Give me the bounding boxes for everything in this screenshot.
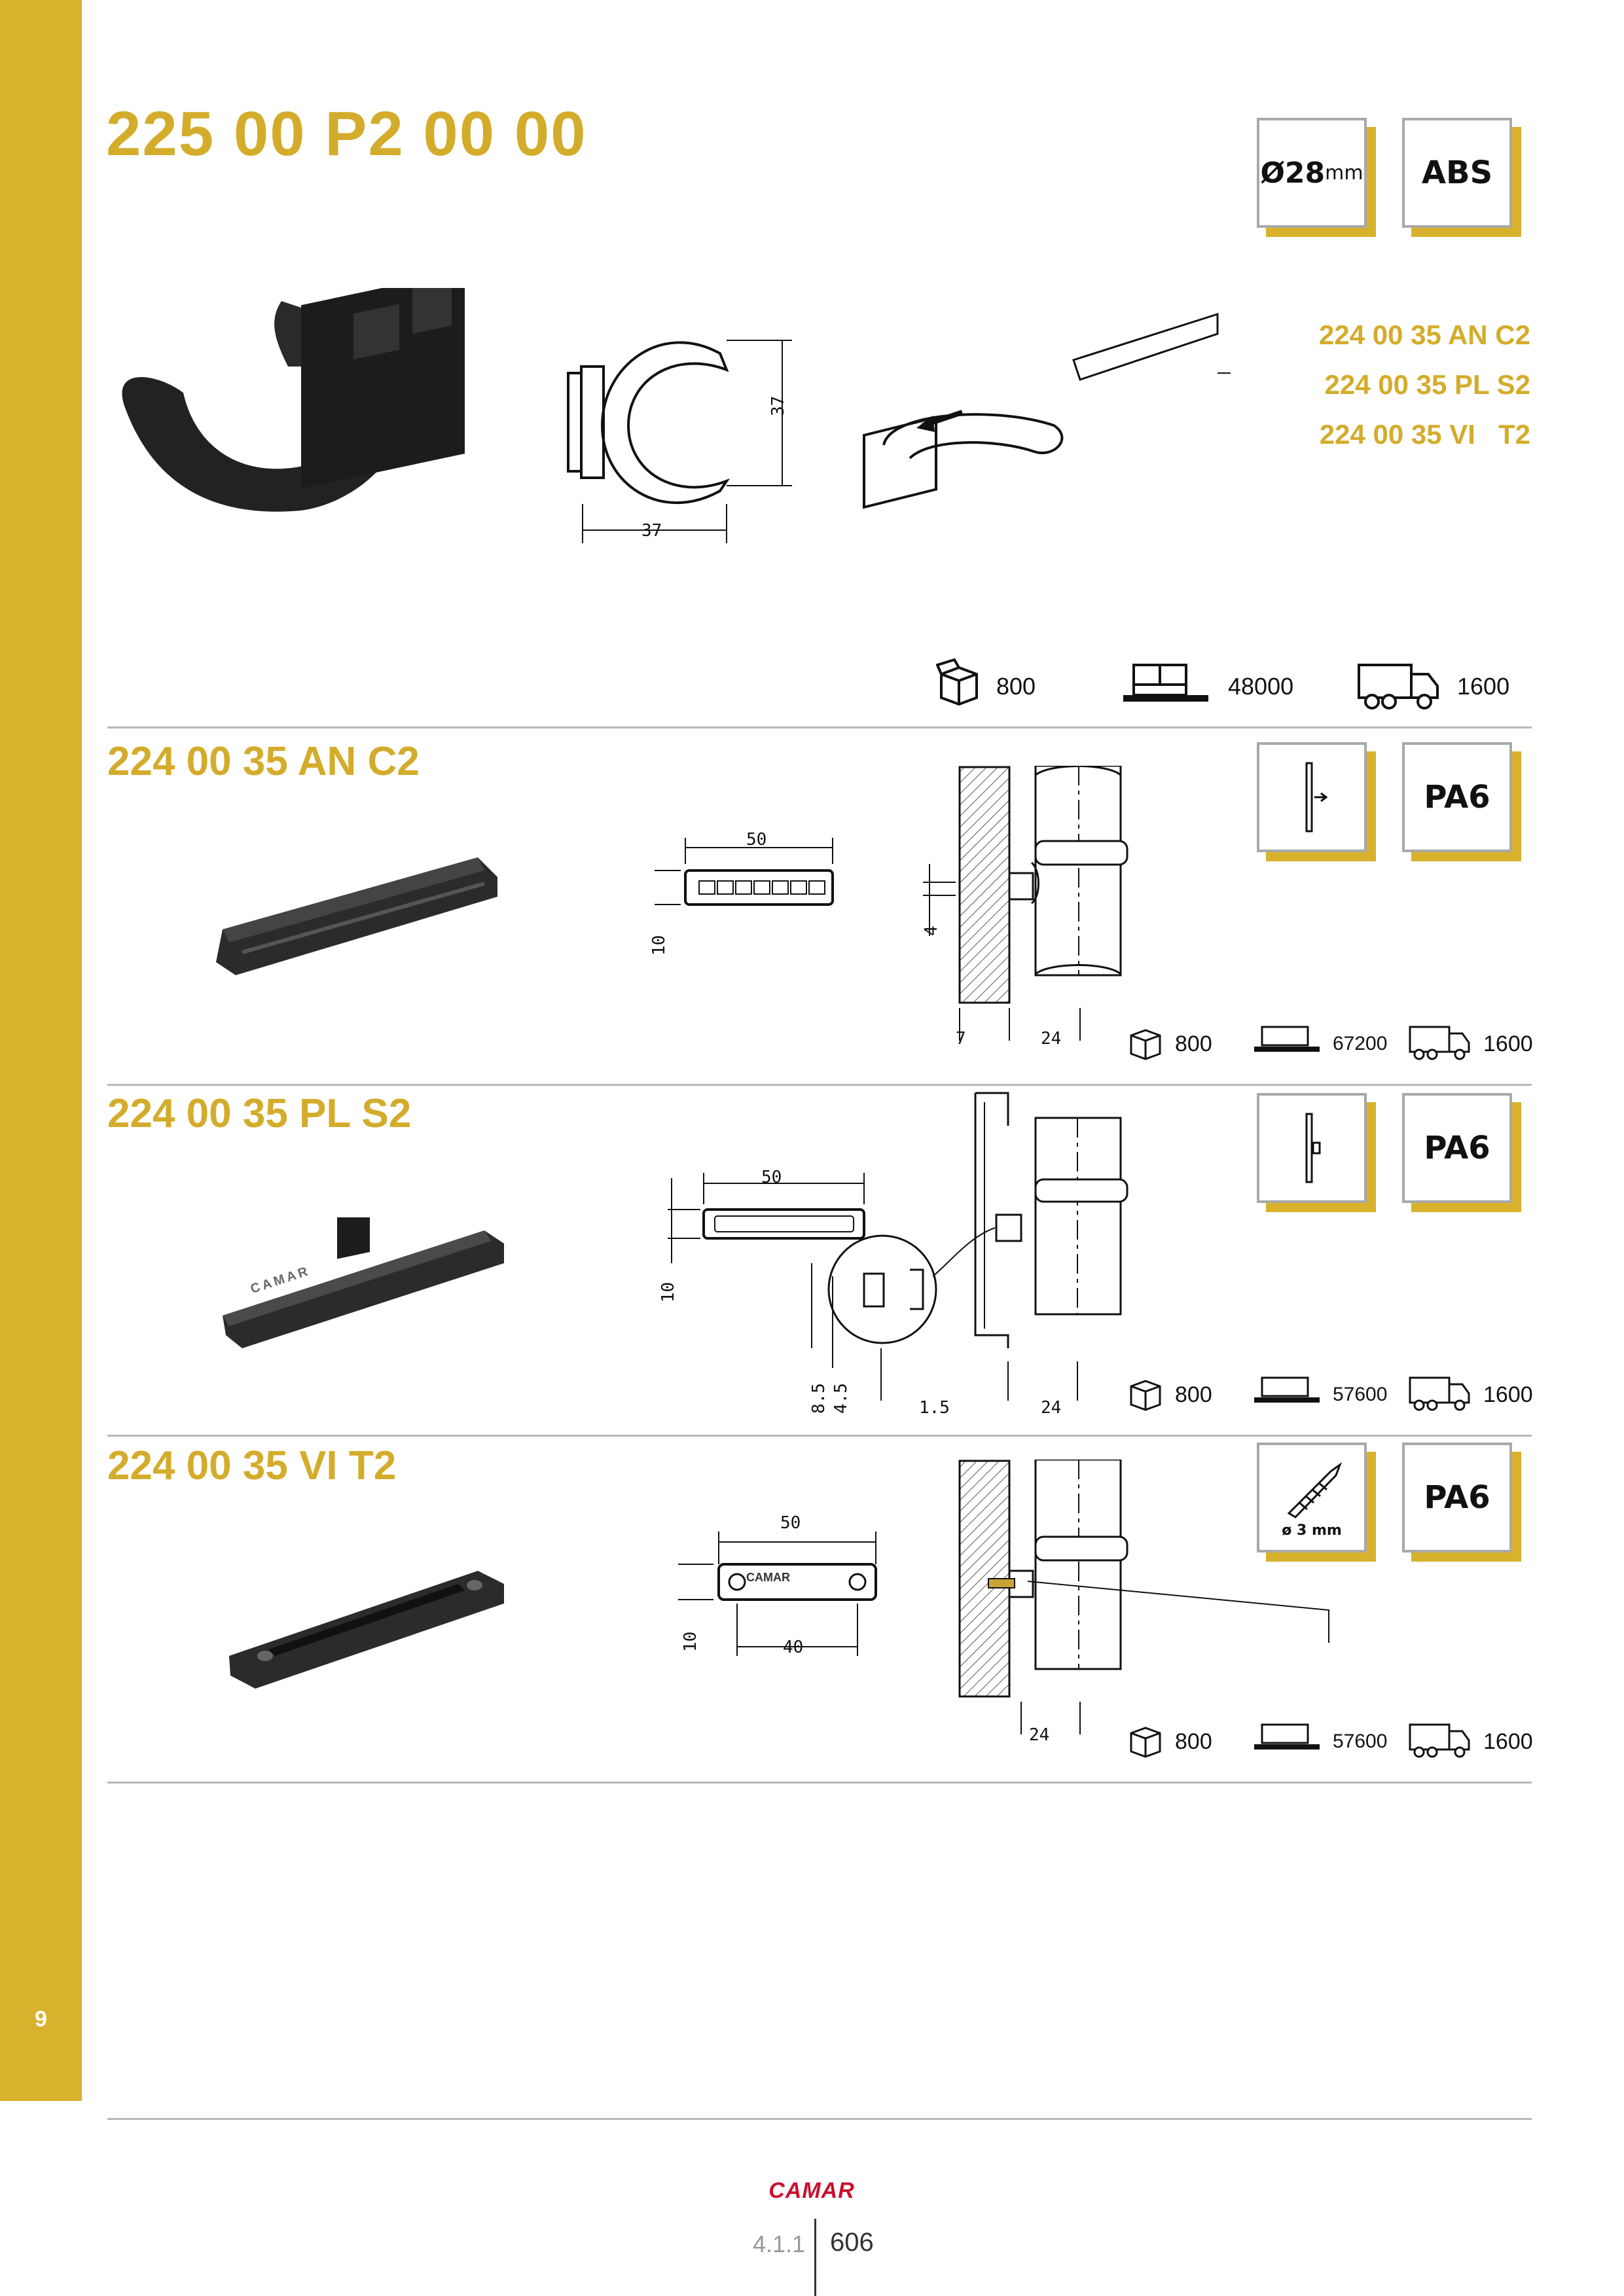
footer-separator <box>814 2219 816 2296</box>
pl-s2-dim-d2: 4.5 <box>831 1383 851 1414</box>
panel-mount-badge <box>1257 1093 1367 1203</box>
pallet-icon <box>1252 1375 1324 1408</box>
clip-photo <box>105 288 511 550</box>
pl-s2-box-qty: 800 <box>1175 1382 1212 1407</box>
pl-s2-mount-drawing <box>785 1086 1165 1401</box>
material-badge <box>1402 118 1512 228</box>
vi-t2-dim-height: 10 <box>681 1631 700 1652</box>
vi-t2-box-qty: 800 <box>1175 1729 1212 1754</box>
an-c2-dim-height: 10 <box>649 935 669 956</box>
diameter-badge <box>1257 118 1367 228</box>
truck-icon <box>1407 1375 1473 1413</box>
vi-t2-pallet-qty: 57600 <box>1333 1731 1388 1752</box>
an-c2-photo <box>196 831 504 1001</box>
truck-icon <box>1407 1024 1473 1062</box>
box-icon <box>1127 1021 1166 1060</box>
vi-t2-dim-length: 50 <box>780 1513 801 1533</box>
panel-mount-icon <box>1286 1109 1338 1187</box>
material-value-vi-t2: PA6 <box>1424 1479 1490 1516</box>
diameter-unit: mm <box>1325 161 1363 185</box>
footer-divider <box>107 2118 1532 2120</box>
brand-logo: CAMAR <box>768 2178 855 2203</box>
truck-icon <box>1356 661 1441 713</box>
an-c2-dim-wall: 7 <box>956 1029 966 1049</box>
divider <box>107 1435 1532 1437</box>
section-title-vi-t2: 224 00 35 VI T2 <box>107 1443 397 1488</box>
material-badge-an-c2 <box>1402 742 1512 852</box>
pl-s2-brand-marking: CAMAR <box>249 1263 312 1297</box>
vi-t2-mount-drawing <box>956 1460 1348 1734</box>
vi-t2-dim-gap: 24 <box>1029 1725 1050 1745</box>
pl-s2-dim-height: 10 <box>659 1282 678 1302</box>
page-title: 225 00 P2 00 00 <box>106 99 587 169</box>
wall-mount-icon <box>1286 758 1338 836</box>
accessory-code-1: 224 00 35 AN C2 <box>1319 319 1530 350</box>
main-dim-height: 37 <box>768 395 788 416</box>
material-value-pl-s2: PA6 <box>1424 1130 1490 1166</box>
an-c2-dim-length: 50 <box>746 830 767 850</box>
material-badge-vi-t2 <box>1402 1443 1512 1552</box>
divider <box>107 1084 1532 1086</box>
divider <box>107 726 1532 728</box>
wall-mount-badge <box>1257 742 1367 852</box>
sidebar-band <box>0 0 82 2101</box>
material-badge-pl-s2 <box>1402 1093 1512 1203</box>
box-icon <box>936 655 982 707</box>
pl-s2-dim-gap: 24 <box>1041 1398 1062 1418</box>
an-c2-box-qty: 800 <box>1175 1031 1212 1056</box>
pallet-icon <box>1252 1024 1324 1057</box>
an-c2-truck-qty: 1600 <box>1483 1031 1533 1056</box>
clip-drawing <box>563 327 812 556</box>
accessory-code-2: 224 00 35 PL S2 <box>1324 369 1530 400</box>
pallet-icon <box>1252 1722 1324 1755</box>
diameter-value: Ø28 <box>1260 156 1326 190</box>
pallet-icon <box>1121 660 1212 706</box>
main-box-qty: 800 <box>996 673 1036 700</box>
screw-size: ø 3 mm <box>1282 1522 1342 1539</box>
box-icon <box>1127 1719 1166 1758</box>
divider <box>107 1782 1532 1784</box>
an-c2-pallet-qty: 67200 <box>1333 1033 1388 1054</box>
pl-s2-pallet-qty: 57600 <box>1333 1384 1388 1405</box>
vi-t2-truck-qty: 1600 <box>1483 1729 1533 1754</box>
main-truck-qty: 1600 <box>1457 673 1510 700</box>
vi-t2-photo <box>216 1558 517 1708</box>
main-pallet-qty: 48000 <box>1228 673 1294 700</box>
main-dim-width: 37 <box>641 521 662 541</box>
footer-page-number: 606 <box>830 2228 874 2257</box>
an-c2-drawing <box>641 831 857 962</box>
material-value: ABS <box>1421 154 1493 191</box>
an-c2-dim-offset: 4 <box>922 925 941 936</box>
truck-icon <box>1407 1722 1473 1760</box>
box-icon <box>1127 1372 1166 1411</box>
footer-section: 4.1.1 <box>753 2231 806 2257</box>
pl-s2-dim-d3: 1.5 <box>919 1398 950 1418</box>
section-title-pl-s2: 224 00 35 PL S2 <box>107 1091 412 1136</box>
an-c2-mount-drawing <box>910 766 1172 1041</box>
pl-s2-dim-length: 50 <box>761 1168 782 1187</box>
material-value-an-c2: PA6 <box>1424 779 1490 816</box>
pl-s2-dim-d1: 8.5 <box>809 1383 829 1414</box>
accessory-code-3: 224 00 35 VI T2 <box>1319 419 1530 450</box>
vi-t2-dim-holes: 40 <box>783 1638 804 1657</box>
pl-s2-truck-qty: 1600 <box>1483 1382 1533 1407</box>
section-title-an-c2: 224 00 35 AN C2 <box>107 739 420 784</box>
an-c2-dim-gap: 24 <box>1041 1029 1062 1049</box>
vi-t2-brand-marking: CAMAR <box>746 1571 790 1584</box>
assembly-drawing <box>851 308 1231 524</box>
sidebar-page-number: 9 <box>35 2007 47 2032</box>
